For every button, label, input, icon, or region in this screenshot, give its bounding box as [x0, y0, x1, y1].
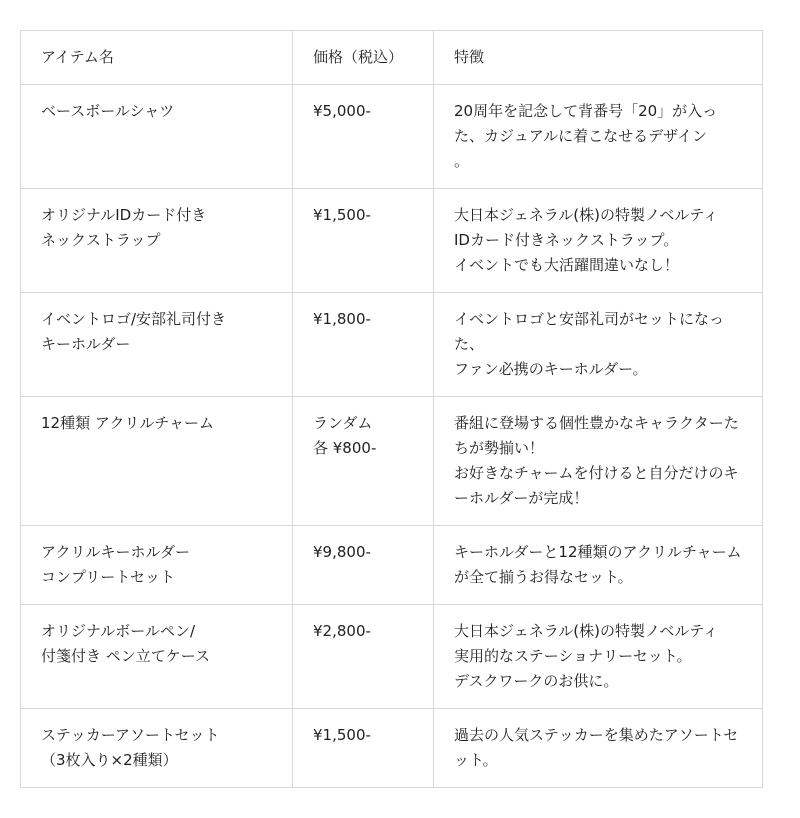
item-feature-cell: 番組に登場する個性豊かなキャラクターたちが勢揃い！ お好きなチャームを付けると自分だけのキーホルダーが完成！: [434, 397, 763, 526]
item-feature-cell: 20周年を記念して背番号「20」が入った、カジュアルに着こなせるデザイン 。: [434, 85, 763, 189]
item-name-cell: 12種類 アクリルチャーム: [21, 397, 293, 526]
item-feature-cell: イベントロゴと安部礼司がセットになった、 ファン必携のキーホルダー。: [434, 293, 763, 397]
item-feature-cell: 大日本ジェネラル(株)の特製ノベルティ IDカード付きネックストラップ。 イベントでも大活躍間違いなし！: [434, 189, 763, 293]
item-price-cell: ¥2,800-: [293, 605, 434, 709]
item-price-cell: ¥1,800-: [293, 293, 434, 397]
item-name-cell: オリジナルIDカード付き ネックストラップ: [21, 189, 293, 293]
item-name-cell: ステッカーアソートセット （3枚入り×2種類）: [21, 709, 293, 788]
header-item-name: アイテム名: [21, 31, 293, 85]
item-name-cell: アクリルキーホルダー コンプリートセット: [21, 526, 293, 605]
item-feature-cell: キーホルダーと12種類のアクリルチャームが全て揃うお得なセット。: [434, 526, 763, 605]
table-row: [21, 189, 763, 293]
table-row: [21, 85, 763, 189]
item-price-cell: ¥9,800-: [293, 526, 434, 605]
item-name-cell: イベントロゴ/安部礼司付き キーホルダー: [21, 293, 293, 397]
table-row: [21, 397, 763, 526]
item-name-cell: オリジナルボールペン/ 付箋付き ペン立てケース: [21, 605, 293, 709]
table-row: [21, 709, 763, 788]
header-price: 価格（税込）: [293, 31, 434, 85]
item-feature-cell: 大日本ジェネラル(株)の特製ノベルティ 実用的なステーショナリーセット。 デスクワークのお供に。: [434, 605, 763, 709]
item-feature-cell: 過去の人気ステッカーを集めたアソートセット。: [434, 709, 763, 788]
item-name-cell: ベースボールシャツ: [21, 85, 293, 189]
table-row: [21, 293, 763, 397]
merchandise-table: [20, 30, 763, 788]
header-feature: 特徴: [434, 31, 763, 85]
table-header-row: [21, 31, 763, 85]
item-price-cell: ¥1,500-: [293, 709, 434, 788]
item-price-cell: ランダム 各 ¥800-: [293, 397, 434, 526]
item-price-cell: ¥1,500-: [293, 189, 434, 293]
table-row: [21, 526, 763, 605]
table-row: [21, 605, 763, 709]
item-price-cell: ¥5,000-: [293, 85, 434, 189]
merchandise-table-container: [20, 30, 762, 788]
